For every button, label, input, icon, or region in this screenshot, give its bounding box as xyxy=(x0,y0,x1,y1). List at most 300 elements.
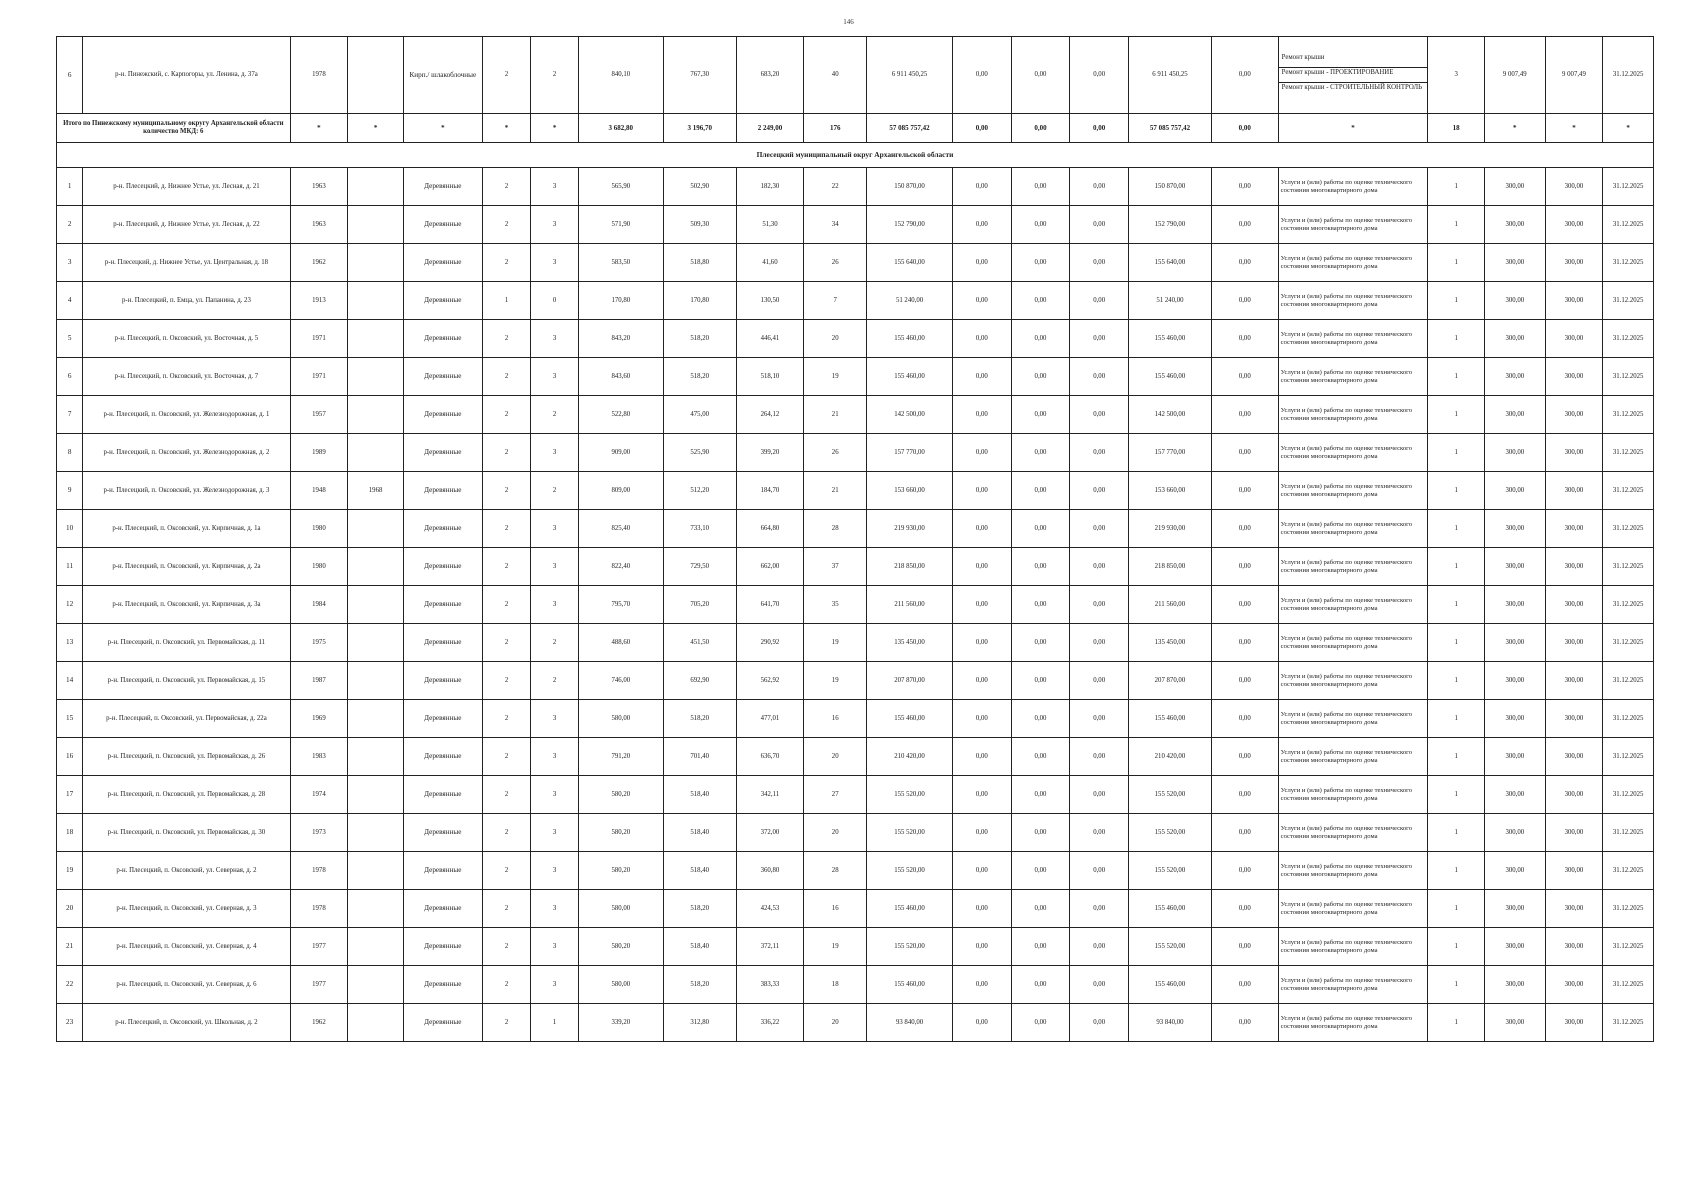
cell-deadline: 31.12.2025 xyxy=(1603,320,1654,358)
cell-cost-other: 0,00 xyxy=(1211,966,1278,1004)
cell-floors: 2 xyxy=(482,890,531,928)
cell-floors: 2 xyxy=(482,852,531,890)
table-row xyxy=(57,624,1654,662)
cell-cost-fund: 0,00 xyxy=(953,510,1012,548)
cell-total-area: 791,20 xyxy=(578,738,663,776)
cell-unit-cost: 300,00 xyxy=(1484,890,1545,928)
cell-address: р-н. Плесецкий, п. Емца, ул. Папанина, д. 23 xyxy=(83,282,290,320)
cell-no: 17 xyxy=(57,776,83,814)
cell-cost-municipal: 0,00 xyxy=(1070,966,1129,1004)
cell-floors: 2 xyxy=(482,548,531,586)
cell-entrances: 3 xyxy=(531,586,579,624)
cell-works-count: 1 xyxy=(1428,282,1485,320)
cell-max-unit-cost: 300,00 xyxy=(1545,244,1603,282)
cell-work: Услуги и (или) работы по оценке технического состояния многоквартирного дома xyxy=(1278,966,1428,1004)
cell-area-residential: 383,33 xyxy=(736,966,804,1004)
cell-residents: 21 xyxy=(804,472,867,510)
cell-cost-other: 0,00 xyxy=(1211,624,1278,662)
cell-deadline: 31.12.2025 xyxy=(1603,700,1654,738)
cell-works-count: 1 xyxy=(1428,472,1485,510)
cell-work: Услуги и (или) работы по оценке технического состояния многоквартирного дома xyxy=(1278,890,1428,928)
cell-total-area: 746,00 xyxy=(578,662,663,700)
cell-year-built: 1989 xyxy=(290,434,348,472)
cell-cost-regional: 0,00 xyxy=(1011,37,1070,114)
cell-works-count: 1 xyxy=(1428,624,1485,662)
cell-address: р-н. Плесецкий, п. Оксовский, ул. Железнодорожная, д. 2 xyxy=(83,434,290,472)
cell-cost-municipal: 0,00 xyxy=(1070,37,1129,114)
cell-cost-regional: 0,00 xyxy=(1011,434,1070,472)
cell-area-residential: 664,80 xyxy=(736,510,804,548)
cell-wall-material: Деревянные xyxy=(403,890,482,928)
cell-no: 14 xyxy=(57,662,83,700)
cell-total-area: 840,10 xyxy=(578,37,663,114)
cell-area-premises: 518,80 xyxy=(663,244,736,282)
cell-cost-municipal: 0,00 xyxy=(1070,776,1129,814)
cell-year-overhaul xyxy=(348,700,404,738)
table-row xyxy=(57,776,1654,814)
cell-unit-cost: 300,00 xyxy=(1484,548,1545,586)
cell-residents: 28 xyxy=(804,510,867,548)
cell-address: р-н. Плесецкий, п. Оксовский, ул. Восточная, д. 7 xyxy=(83,358,290,396)
cell-cost-total: 155 460,00 xyxy=(867,320,953,358)
cell-cost-total: 207 870,00 xyxy=(867,662,953,700)
cell-area-premises: 518,40 xyxy=(663,776,736,814)
cell-total-area: 339,20 xyxy=(578,1004,663,1042)
cell-no: 2 xyxy=(57,206,83,244)
cell-cost-total: 153 660,00 xyxy=(867,472,953,510)
cell-cost-fund: 0,00 xyxy=(953,472,1012,510)
cell-entrances: 3 xyxy=(531,434,579,472)
cell-cost-regional: 0,00 xyxy=(1011,320,1070,358)
cell-area-residential: 41,60 xyxy=(736,244,804,282)
cell-residents: 20 xyxy=(804,738,867,776)
cell-entrances: 3 xyxy=(531,738,579,776)
cell-cost-fund: 0,00 xyxy=(953,738,1012,776)
cell-year-built: 1980 xyxy=(290,548,348,586)
cell-no: 15 xyxy=(57,700,83,738)
cell-cost-total: 155 460,00 xyxy=(867,966,953,1004)
cell-deadline: 31.12.2025 xyxy=(1603,776,1654,814)
cell-area-premises: 705,20 xyxy=(663,586,736,624)
cell-year-overhaul xyxy=(348,814,404,852)
cell-cost-fund: 0,00 xyxy=(953,776,1012,814)
cell-total-area: 843,20 xyxy=(578,320,663,358)
cell-max-unit-cost: 300,00 xyxy=(1545,586,1603,624)
cell-deadline: 31.12.2025 xyxy=(1603,1004,1654,1042)
cell-total-area: 843,60 xyxy=(578,358,663,396)
cell-cost-municipal: 0,00 xyxy=(1070,890,1129,928)
cell-floors: 2 xyxy=(482,206,531,244)
table-row xyxy=(57,814,1654,852)
cell-cost-total: 93 840,00 xyxy=(867,1004,953,1042)
cell-area-residential: 51,30 xyxy=(736,206,804,244)
cell-cost-municipal: 0,00 xyxy=(1070,586,1129,624)
cell-works-count: 1 xyxy=(1428,890,1485,928)
cell-floors: 2 xyxy=(482,434,531,472)
cell-year-overhaul xyxy=(348,434,404,472)
cell-entrances: 3 xyxy=(531,244,579,282)
cell-cost-municipal: 0,00 xyxy=(1070,472,1129,510)
cell-cost-other: 0,00 xyxy=(1211,548,1278,586)
cell-entrances: 2 xyxy=(531,472,579,510)
cell-wall-material: Деревянные xyxy=(403,738,482,776)
table-row xyxy=(57,206,1654,244)
cell-area-residential: 636,70 xyxy=(736,738,804,776)
cell-entrances: 3 xyxy=(531,548,579,586)
cell-year-overhaul xyxy=(348,928,404,966)
cell-unit-cost: 300,00 xyxy=(1484,1004,1545,1042)
cell-total-area: 822,40 xyxy=(578,548,663,586)
cell-area-premises: 692,90 xyxy=(663,662,736,700)
cell-max-unit-cost: 300,00 xyxy=(1545,700,1603,738)
cell-floors: 2 xyxy=(482,244,531,282)
cell-year-overhaul xyxy=(348,510,404,548)
cell-cost-total: 210 420,00 xyxy=(867,738,953,776)
cell-total-area: 825,40 xyxy=(578,510,663,548)
cell-cost-fund: 0,00 xyxy=(953,206,1012,244)
cell-cost-other: 0,00 xyxy=(1211,114,1278,143)
cell-area-premises: 512,20 xyxy=(663,472,736,510)
cell-floors: 2 xyxy=(482,738,531,776)
cell-wall-material: Кирп./ шлакоблочные xyxy=(403,37,482,114)
cell-cost-municipal: 0,00 xyxy=(1070,434,1129,472)
cell-area-residential: 372,11 xyxy=(736,928,804,966)
cell-total-area: 580,20 xyxy=(578,814,663,852)
cell-floors: 2 xyxy=(482,472,531,510)
cell-entrances: 3 xyxy=(531,358,579,396)
cell-cost-municipal: 0,00 xyxy=(1070,814,1129,852)
cell-work: Услуги и (или) работы по оценке технического состояния многоквартирного дома xyxy=(1278,244,1428,282)
cell-cost-other: 0,00 xyxy=(1211,662,1278,700)
cell-entrances: 3 xyxy=(531,320,579,358)
table-row xyxy=(57,168,1654,206)
cell-cost-owners: 210 420,00 xyxy=(1128,738,1211,776)
cell-work: Услуги и (или) работы по оценке технического состояния многоквартирного дома xyxy=(1278,434,1428,472)
cell-deadline: 31.12.2025 xyxy=(1603,814,1654,852)
cell-total-area: 565,90 xyxy=(578,168,663,206)
cell-cost-regional: 0,00 xyxy=(1011,776,1070,814)
cell-no: 1 xyxy=(57,168,83,206)
cell-cost-owners: 207 870,00 xyxy=(1128,662,1211,700)
cell-deadline: 31.12.2025 xyxy=(1603,472,1654,510)
cell-total-area: 580,20 xyxy=(578,928,663,966)
cell-unit-cost: 300,00 xyxy=(1484,700,1545,738)
cell-year-built: 1977 xyxy=(290,928,348,966)
cell-unit-cost: 300,00 xyxy=(1484,510,1545,548)
cell-cost-fund: 0,00 xyxy=(953,586,1012,624)
cell-wall-material: Деревянные xyxy=(403,662,482,700)
cell-floors: * xyxy=(482,114,531,143)
cell-unit-cost: 300,00 xyxy=(1484,320,1545,358)
cell-cost-fund: 0,00 xyxy=(953,890,1012,928)
cell-residents: 35 xyxy=(804,586,867,624)
cell-entrances: * xyxy=(531,114,579,143)
cell-entrances: 2 xyxy=(531,37,579,114)
cell-cost-owners: 142 500,00 xyxy=(1128,396,1211,434)
cell-max-unit-cost: 300,00 xyxy=(1545,396,1603,434)
cell-entrances: 3 xyxy=(531,890,579,928)
work-item: Ремонт крыши - СТРОИТЕЛЬНЫЙ КОНТРОЛЬ xyxy=(1281,84,1422,91)
cell-cost-regional: 0,00 xyxy=(1011,114,1070,143)
cell-area-premises: 312,80 xyxy=(663,1004,736,1042)
cell-area-residential: 446,41 xyxy=(736,320,804,358)
cell-year-overhaul xyxy=(348,396,404,434)
cell-residents: 22 xyxy=(804,168,867,206)
cell-cost-other: 0,00 xyxy=(1211,396,1278,434)
cell-cost-municipal: 0,00 xyxy=(1070,1004,1129,1042)
cell-year-built: 1975 xyxy=(290,624,348,662)
cell-area-residential: 518,10 xyxy=(736,358,804,396)
cell-area-residential: 184,70 xyxy=(736,472,804,510)
cell-cost-other: 0,00 xyxy=(1211,168,1278,206)
cell-no: 21 xyxy=(57,928,83,966)
cell-total-area: 809,00 xyxy=(578,472,663,510)
cell-cost-other: 0,00 xyxy=(1211,472,1278,510)
cell-deadline: 31.12.2025 xyxy=(1603,434,1654,472)
cell-floors: 2 xyxy=(482,358,531,396)
cell-max-unit-cost: 300,00 xyxy=(1545,472,1603,510)
cell-total-area: 580,20 xyxy=(578,852,663,890)
cell-cost-fund: 0,00 xyxy=(953,114,1012,143)
cell-deadline: 31.12.2025 xyxy=(1603,282,1654,320)
cell-no: 3 xyxy=(57,244,83,282)
cell-works-count: 1 xyxy=(1428,168,1485,206)
total-label: Итого по Пинежскому муниципальному округу Архангельской области количество МКД: 6 xyxy=(57,114,291,143)
cell-year-overhaul xyxy=(348,168,404,206)
cell-deadline: 31.12.2025 xyxy=(1603,396,1654,434)
cell-wall-material: Деревянные xyxy=(403,472,482,510)
cell-cost-other: 0,00 xyxy=(1211,206,1278,244)
cell-entrances: 3 xyxy=(531,852,579,890)
cell-entrances: 1 xyxy=(531,1004,579,1042)
table-row xyxy=(57,282,1654,320)
cell-work: Услуги и (или) работы по оценке технического состояния многоквартирного дома xyxy=(1278,776,1428,814)
cell-year-built: 1978 xyxy=(290,852,348,890)
cell-unit-cost: 300,00 xyxy=(1484,244,1545,282)
cell-year-built: 1977 xyxy=(290,966,348,1004)
cell-total-area: 488,60 xyxy=(578,624,663,662)
cell-residents: 20 xyxy=(804,320,867,358)
cell-cost-other: 0,00 xyxy=(1211,852,1278,890)
cell-year-overhaul xyxy=(348,548,404,586)
cell-max-unit-cost: 300,00 xyxy=(1545,738,1603,776)
cell-cost-fund: 0,00 xyxy=(953,624,1012,662)
cell-cost-fund: 0,00 xyxy=(953,852,1012,890)
cell-area-premises: 502,90 xyxy=(663,168,736,206)
cell-area-residential: 336,22 xyxy=(736,1004,804,1042)
cell-no: 7 xyxy=(57,396,83,434)
cell-year-built: 1987 xyxy=(290,662,348,700)
cell-works-count: 1 xyxy=(1428,1004,1485,1042)
section-title: Плесецкий муниципальный округ Архангельской области xyxy=(57,143,1654,168)
cell-area-residential: 264,12 xyxy=(736,396,804,434)
cell-cost-other: 0,00 xyxy=(1211,434,1278,472)
cell-entrances: 0 xyxy=(531,282,579,320)
cell-address: р-н. Плесецкий, п. Оксовский, ул. Северная, д. 2 xyxy=(83,852,290,890)
table-row xyxy=(57,358,1654,396)
cell-entrances: 2 xyxy=(531,662,579,700)
cell-cost-total: 155 640,00 xyxy=(867,244,953,282)
cell-wall-material: Деревянные xyxy=(403,586,482,624)
cell-cost-total: 57 085 757,42 xyxy=(867,114,953,143)
table-row xyxy=(57,396,1654,434)
cell-cost-other: 0,00 xyxy=(1211,890,1278,928)
cell-cost-total: 211 560,00 xyxy=(867,586,953,624)
cell-cost-total: 155 520,00 xyxy=(867,852,953,890)
cell-cost-owners: 155 460,00 xyxy=(1128,320,1211,358)
cell-work: Услуги и (или) работы по оценке технического состояния многоквартирного дома xyxy=(1278,662,1428,700)
cell-residents: 26 xyxy=(804,244,867,282)
cell-cost-municipal: 0,00 xyxy=(1070,244,1129,282)
cell-cost-total: 155 460,00 xyxy=(867,890,953,928)
cell-total-area: 580,00 xyxy=(578,890,663,928)
cell-area-residential: 477,01 xyxy=(736,700,804,738)
cell-floors: 2 xyxy=(482,586,531,624)
cell-wall-material: Деревянные xyxy=(403,206,482,244)
cell-max-unit-cost: 300,00 xyxy=(1545,434,1603,472)
cell-wall-material: Деревянные xyxy=(403,852,482,890)
cell-year-built: 1980 xyxy=(290,510,348,548)
cell-area-premises: 518,40 xyxy=(663,852,736,890)
cell-year-overhaul: 1968 xyxy=(348,472,404,510)
table-row xyxy=(57,966,1654,1004)
cell-no: 19 xyxy=(57,852,83,890)
cell-cost-owners: 155 520,00 xyxy=(1128,852,1211,890)
cell-address: р-н. Плесецкий, п. Оксовский, ул. Первомайская, д. 22а xyxy=(83,700,290,738)
table-row xyxy=(57,472,1654,510)
cell-cost-owners: 51 240,00 xyxy=(1128,282,1211,320)
table-row xyxy=(57,852,1654,890)
cell-cost-regional: 0,00 xyxy=(1011,814,1070,852)
cell-cost-owners: 150 870,00 xyxy=(1128,168,1211,206)
cell-unit-cost: 300,00 xyxy=(1484,852,1545,890)
cell-cost-regional: 0,00 xyxy=(1011,1004,1070,1042)
cell-address: р-н. Плесецкий, д. Нижнее Устье, ул. Центральная, д. 18 xyxy=(83,244,290,282)
cell-cost-other: 0,00 xyxy=(1211,814,1278,852)
cell-deadline: 31.12.2025 xyxy=(1603,586,1654,624)
cell-cost-owners: 155 520,00 xyxy=(1128,928,1211,966)
cell-cost-other: 0,00 xyxy=(1211,358,1278,396)
cell-cost-owners: 152 790,00 xyxy=(1128,206,1211,244)
cell-residents: 34 xyxy=(804,206,867,244)
cell-works-count: 1 xyxy=(1428,852,1485,890)
cell-works-count: 1 xyxy=(1428,206,1485,244)
cell-floors: 1 xyxy=(482,282,531,320)
cell-year-overhaul xyxy=(348,320,404,358)
cell-deadline: 31.12.2025 xyxy=(1603,510,1654,548)
cell-year-overhaul xyxy=(348,662,404,700)
cell-year-overhaul xyxy=(348,358,404,396)
cell-residents: 7 xyxy=(804,282,867,320)
cell-cost-municipal: 0,00 xyxy=(1070,320,1129,358)
cell-works-count: 1 xyxy=(1428,928,1485,966)
cell-entrances: 3 xyxy=(531,776,579,814)
cell-unit-cost: 300,00 xyxy=(1484,586,1545,624)
table-row xyxy=(57,700,1654,738)
cell-address: р-н. Плесецкий, п. Оксовский, ул. Северная, д. 4 xyxy=(83,928,290,966)
cell-cost-total: 157 770,00 xyxy=(867,434,953,472)
cell-cost-regional: 0,00 xyxy=(1011,244,1070,282)
table-row xyxy=(57,510,1654,548)
cell-year-built: 1984 xyxy=(290,586,348,624)
cell-year-overhaul xyxy=(348,37,404,114)
cell-work: Услуги и (или) работы по оценке технического состояния многоквартирного дома xyxy=(1278,852,1428,890)
cell-cost-municipal: 0,00 xyxy=(1070,624,1129,662)
cell-year-overhaul xyxy=(348,738,404,776)
cell-cost-total: 218 850,00 xyxy=(867,548,953,586)
cell-year-built: 1971 xyxy=(290,358,348,396)
cell-area-residential: 399,20 xyxy=(736,434,804,472)
cell-max-unit-cost: 300,00 xyxy=(1545,966,1603,1004)
cell-year-overhaul xyxy=(348,206,404,244)
cell-cost-regional: 0,00 xyxy=(1011,282,1070,320)
cell-entrances: 3 xyxy=(531,510,579,548)
cell-year-overhaul xyxy=(348,1004,404,1042)
cell-cost-regional: 0,00 xyxy=(1011,624,1070,662)
cell-max-unit-cost: 300,00 xyxy=(1545,168,1603,206)
cell-wall-material: Деревянные xyxy=(403,966,482,1004)
cell-residents: 26 xyxy=(804,434,867,472)
cell-cost-regional: 0,00 xyxy=(1011,168,1070,206)
cell-works-count: 3 xyxy=(1428,37,1485,114)
cell-works-count: 1 xyxy=(1428,586,1485,624)
cell-cost-fund: 0,00 xyxy=(953,320,1012,358)
cell-floors: 2 xyxy=(482,966,531,1004)
table-row xyxy=(57,1004,1654,1042)
cell-cost-owners: 153 660,00 xyxy=(1128,472,1211,510)
cell-no: 6 xyxy=(57,37,83,114)
cell-unit-cost: 300,00 xyxy=(1484,928,1545,966)
cell-cost-other: 0,00 xyxy=(1211,320,1278,358)
cell-area-residential: 641,70 xyxy=(736,586,804,624)
cell-residents: 16 xyxy=(804,890,867,928)
cell-year-overhaul xyxy=(348,624,404,662)
cell-floors: 2 xyxy=(482,700,531,738)
cell-cost-owners: 218 850,00 xyxy=(1128,548,1211,586)
cell-wall-material: Деревянные xyxy=(403,700,482,738)
cell-area-premises: 518,20 xyxy=(663,966,736,1004)
cell-residents: 16 xyxy=(804,700,867,738)
cell-floors: 2 xyxy=(482,168,531,206)
cell-year-overhaul xyxy=(348,282,404,320)
cell-cost-other: 0,00 xyxy=(1211,37,1278,114)
cell-works-count: 1 xyxy=(1428,396,1485,434)
cell-unit-cost: * xyxy=(1484,114,1545,143)
cell-max-unit-cost: 300,00 xyxy=(1545,358,1603,396)
cell-works-count: 1 xyxy=(1428,320,1485,358)
cell-area-residential: 342,11 xyxy=(736,776,804,814)
cell-max-unit-cost: 300,00 xyxy=(1545,852,1603,890)
cell-entrances: 3 xyxy=(531,814,579,852)
cell-deadline: 31.12.2025 xyxy=(1603,966,1654,1004)
cell-deadline: 31.12.2025 xyxy=(1603,37,1654,114)
cell-year-built: 1962 xyxy=(290,244,348,282)
cell-cost-municipal: 0,00 xyxy=(1070,662,1129,700)
cell-total-area: 580,20 xyxy=(578,776,663,814)
cell-cost-municipal: 0,00 xyxy=(1070,700,1129,738)
cell-cost-regional: 0,00 xyxy=(1011,928,1070,966)
cell-max-unit-cost: * xyxy=(1545,114,1603,143)
cell-area-premises: 733,10 xyxy=(663,510,736,548)
cell-floors: 2 xyxy=(482,1004,531,1042)
cell-deadline: 31.12.2025 xyxy=(1603,852,1654,890)
cell-cost-fund: 0,00 xyxy=(953,548,1012,586)
cell-no: 11 xyxy=(57,548,83,586)
cell-work: Услуги и (или) работы по оценке технического состояния многоквартирного дома xyxy=(1278,206,1428,244)
cell-cost-municipal: 0,00 xyxy=(1070,168,1129,206)
cell-area-premises: 701,40 xyxy=(663,738,736,776)
cell-wall-material: Деревянные xyxy=(403,776,482,814)
